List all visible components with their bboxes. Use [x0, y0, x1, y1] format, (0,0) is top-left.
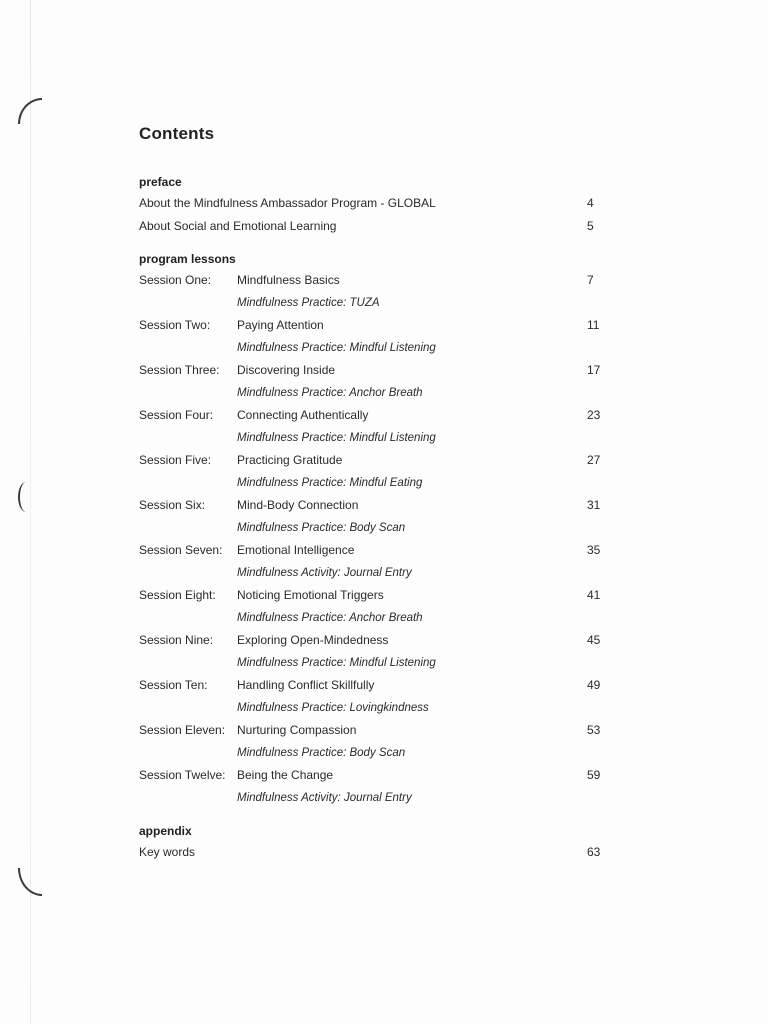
entry-page: 4 — [587, 196, 594, 210]
session-page: 49 — [587, 678, 601, 692]
section-heading-preface: preface — [139, 175, 182, 189]
session-practice: Mindfulness Practice: Lovingkindness — [237, 701, 429, 714]
session-page: 11 — [587, 318, 600, 332]
toc-entry — [139, 841, 609, 864]
session-label: Session Six: — [139, 498, 206, 512]
session-title: Exploring Open-Mindedness — [237, 633, 389, 647]
session-label: Session Eleven: — [139, 723, 226, 737]
section-heading-lessons: program lessons — [139, 252, 236, 266]
session-label: Session Ten: — [139, 678, 208, 692]
table-of-contents — [139, 124, 609, 864]
session-row — [139, 539, 609, 562]
session-practice-row — [139, 517, 609, 540]
session-practice-row — [139, 562, 609, 585]
session-practice-row — [139, 607, 609, 630]
session-page: 7 — [587, 273, 594, 287]
session-row — [139, 764, 609, 787]
session-title: Mind-Body Connection — [237, 498, 359, 512]
session-practice: Mindfulness Practice: TUZA — [237, 296, 380, 309]
session-row — [139, 719, 609, 742]
session-page: 27 — [587, 453, 601, 467]
session-title: Paying Attention — [237, 318, 324, 332]
session-row — [139, 359, 609, 382]
entry-page: 5 — [587, 218, 594, 233]
session-title: Discovering Inside — [237, 363, 336, 377]
session-row — [139, 674, 609, 697]
session-row — [139, 404, 609, 427]
session-title: Nurturing Compassion — [237, 723, 357, 737]
session-practice: Mindfulness Practice: Mindful Listening — [237, 341, 436, 354]
session-label: Session Three: — [139, 363, 220, 377]
session-page: 45 — [587, 633, 601, 647]
session-page: 31 — [587, 498, 601, 512]
session-row — [139, 449, 609, 472]
session-practice: Mindfulness Practice: Mindful Listening — [237, 431, 436, 444]
session-practice: Mindfulness Practice: Body Scan — [237, 521, 406, 534]
session-practice-row — [139, 292, 609, 315]
session-label: Session Five: — [139, 453, 212, 467]
session-practice-row — [139, 697, 609, 720]
session-practice-row — [139, 742, 609, 765]
entry-page: 63 — [587, 845, 601, 859]
session-title: Connecting Authentically — [237, 408, 369, 422]
session-page: 59 — [587, 768, 601, 782]
session-practice: Mindfulness Practice: Anchor Breath — [237, 386, 423, 399]
session-practice-row — [139, 427, 609, 450]
page-title: Contents — [139, 124, 215, 143]
session-title: Noticing Emotional Triggers — [237, 588, 384, 602]
binder-hole-middle — [18, 482, 34, 512]
session-practice: Mindfulness Practice: Body Scan — [237, 746, 406, 759]
session-label: Session Two: — [139, 318, 211, 332]
session-practice-row — [139, 472, 609, 495]
session-title: Practicing Gratitude — [237, 453, 343, 467]
session-practice-row — [139, 337, 609, 360]
session-practice: Mindfulness Practice: Anchor Breath — [237, 611, 423, 624]
session-row — [139, 629, 609, 652]
session-row — [139, 494, 609, 517]
session-page: 23 — [587, 408, 601, 422]
session-title: Mindfulness Basics — [237, 273, 340, 287]
session-label: Session Four: — [139, 408, 214, 422]
toc-entry — [139, 215, 609, 238]
session-label: Session One: — [139, 273, 212, 287]
session-page: 53 — [587, 723, 601, 737]
session-practice: Mindfulness Activity: Journal Entry — [237, 791, 412, 804]
session-row — [139, 314, 609, 337]
toc-entry — [139, 192, 609, 215]
session-practice: Mindfulness Practice: Mindful Listening — [237, 656, 436, 669]
session-practice-row — [139, 787, 609, 810]
session-row — [139, 584, 609, 607]
binder-hole-top — [18, 98, 42, 124]
entry-title: About Social and Emotional Learning — [139, 218, 337, 233]
session-title: Being the Change — [237, 768, 334, 782]
session-practice: Mindfulness Activity: Journal Entry — [237, 566, 412, 579]
session-title: Emotional Intelligence — [237, 543, 355, 557]
session-label: Session Seven: — [139, 543, 223, 557]
entry-title: Key words — [139, 845, 196, 859]
session-page: 35 — [587, 543, 601, 557]
session-list — [139, 269, 609, 809]
session-label: Session Nine: — [139, 633, 214, 647]
session-page: 41 — [587, 588, 601, 602]
session-label: Session Twelve: — [139, 768, 226, 782]
session-practice: Mindfulness Practice: Mindful Eating — [237, 476, 423, 489]
section-heading-appendix: appendix — [139, 824, 192, 838]
session-practice-row — [139, 652, 609, 675]
session-row — [139, 269, 609, 292]
session-practice-row — [139, 382, 609, 405]
session-page: 17 — [587, 363, 601, 377]
entry-title: About the Mindfulness Ambassador Program - GLOBAL — [139, 196, 436, 210]
binder-hole-bottom — [18, 868, 42, 896]
session-title: Handling Conflict Skillfully — [237, 678, 375, 692]
session-label: Session Eight: — [139, 588, 216, 602]
